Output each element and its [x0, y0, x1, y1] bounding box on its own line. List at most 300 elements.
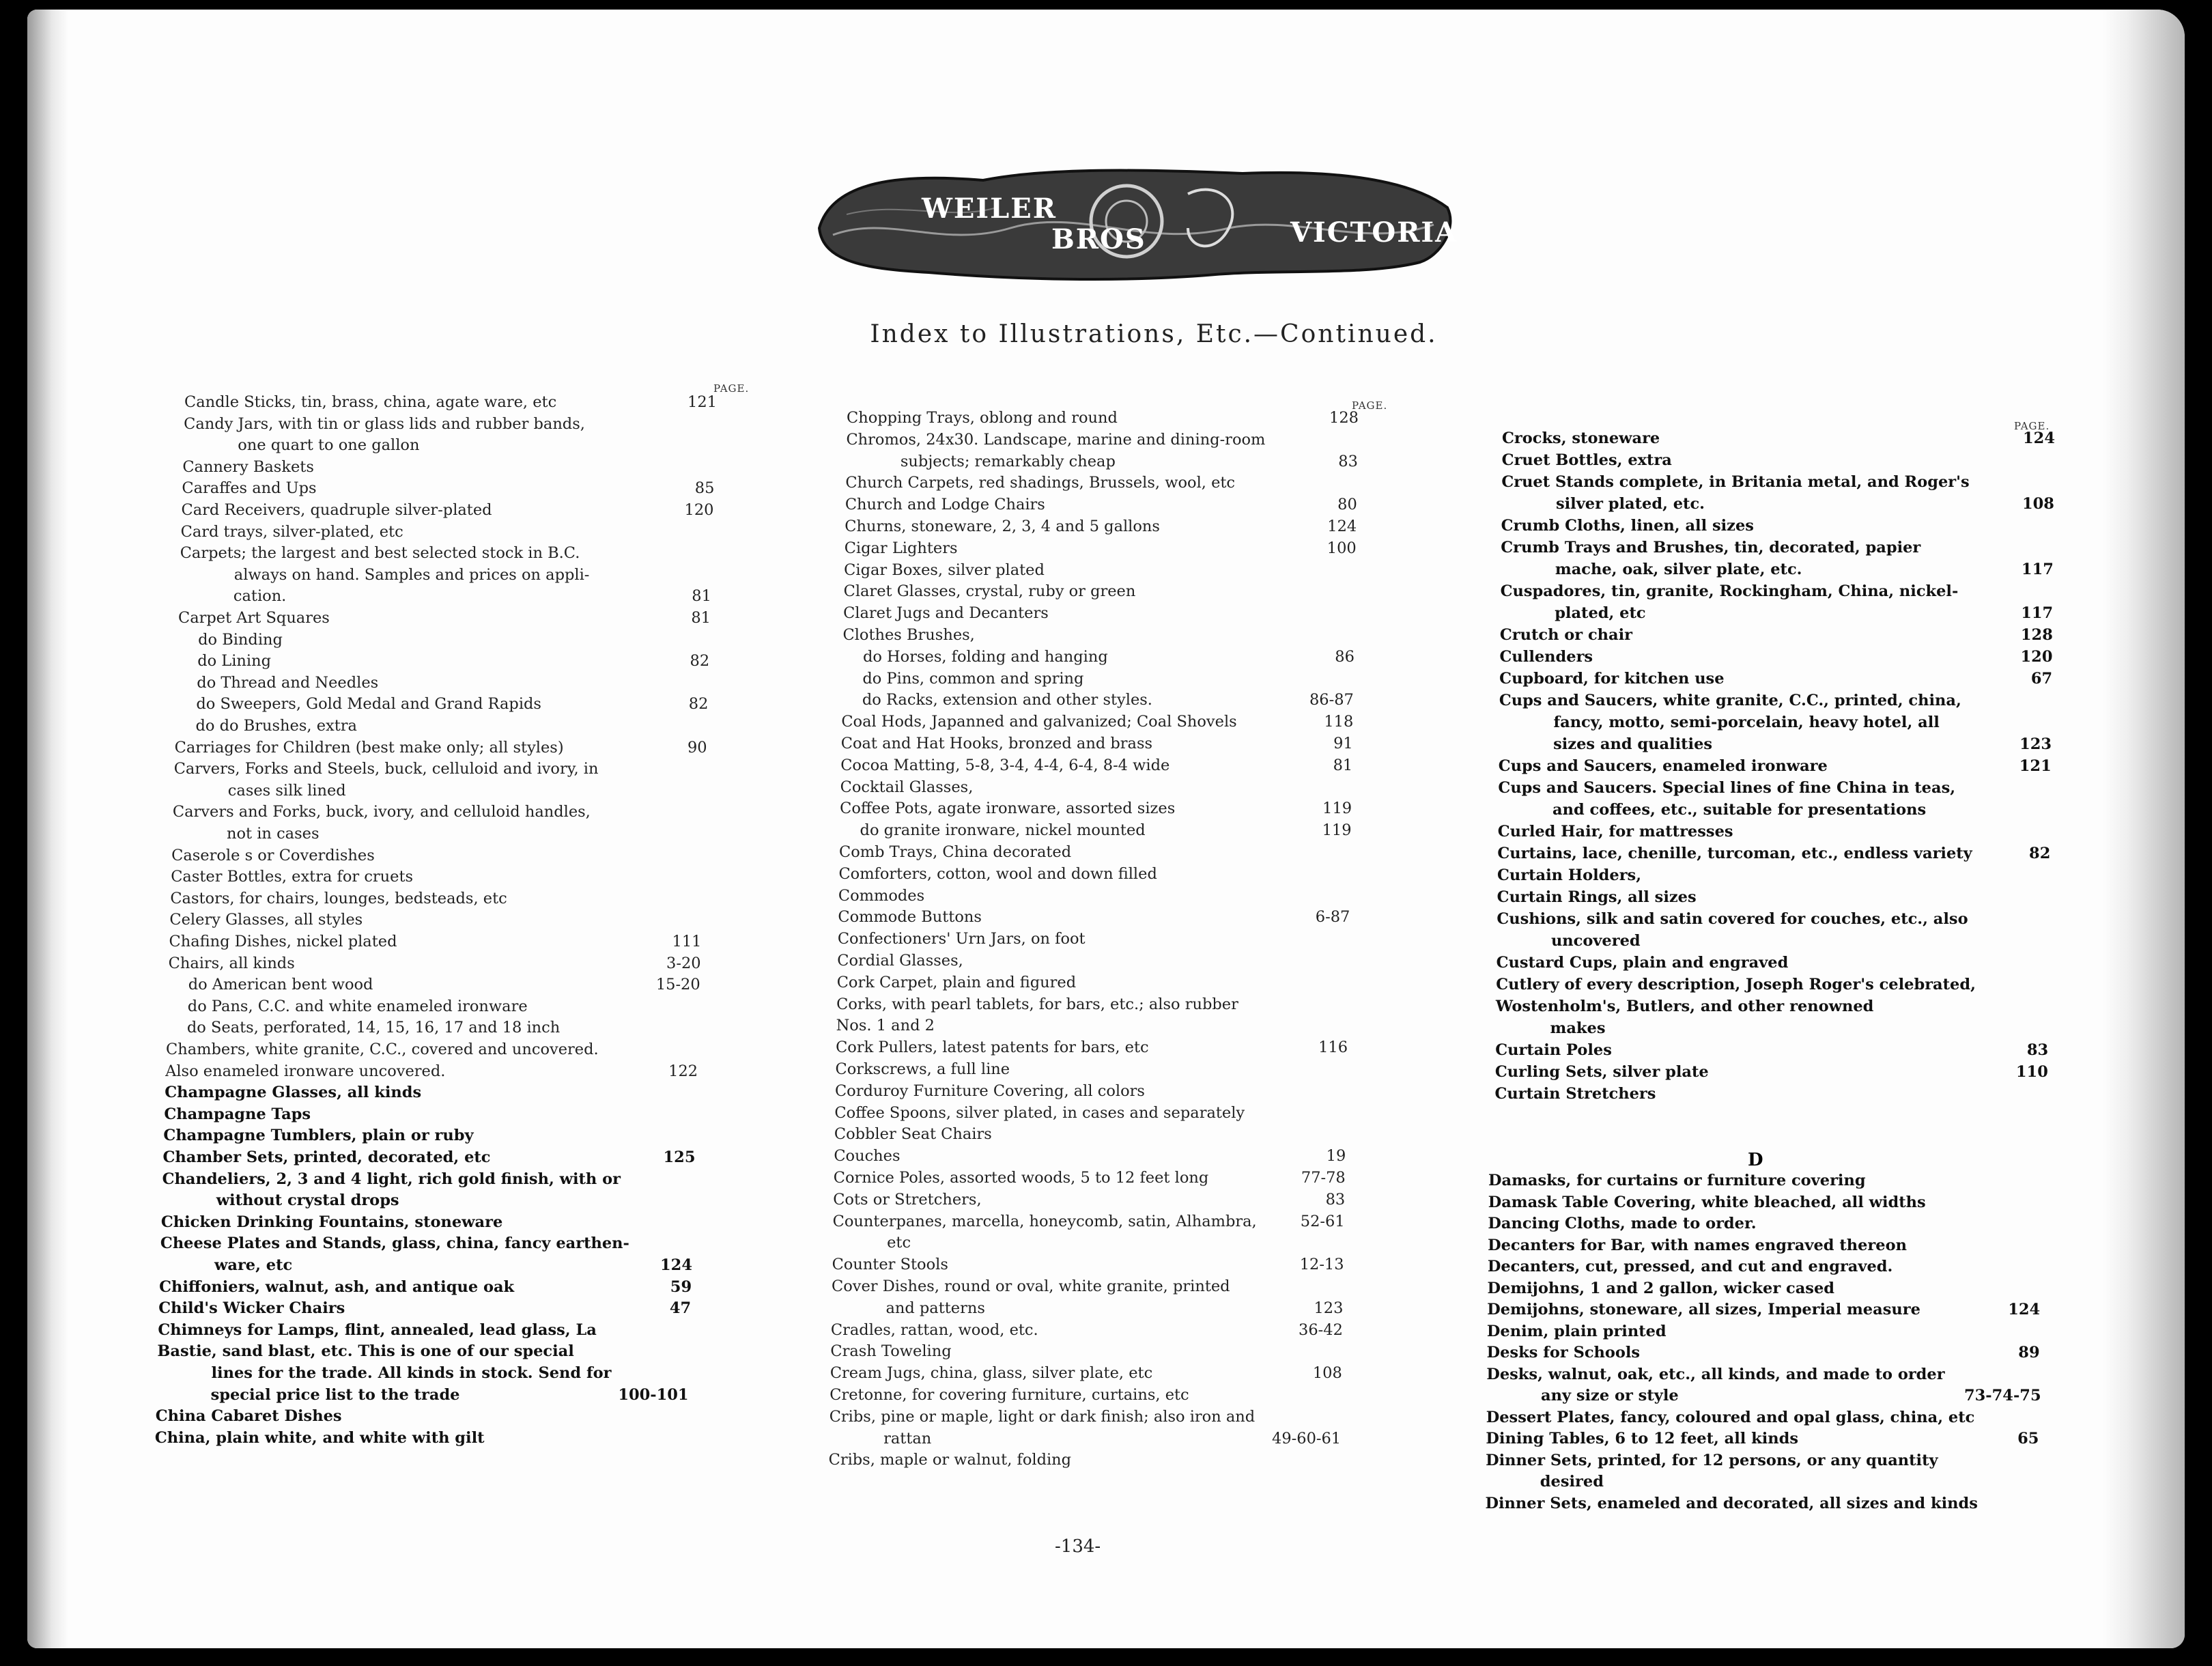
entry-page: 125 — [663, 1148, 696, 1166]
weiler-bros-banner-logo — [806, 153, 1461, 296]
entry-text: do Horses, folding and hanging — [862, 647, 1108, 666]
entry-text: Cheese Plates and Stands, glass, china, fancy earthen- — [160, 1234, 629, 1253]
index-entry — [174, 737, 707, 758]
entry-page: 6-87 — [1315, 908, 1350, 927]
entry-text: Carriages for Children (best make only; all styles) — [174, 738, 564, 757]
index-entry — [1494, 1062, 2048, 1082]
entry-text: Cups and Saucers, white granite, C.C., printed, china, — [1499, 692, 1961, 709]
entry-page: 118 — [1324, 713, 1354, 731]
index-entry — [1498, 821, 1733, 842]
entry-text: any size or style — [1541, 1387, 1679, 1404]
index-entry — [838, 907, 1350, 927]
entry-text: Also enameled ironware uncovered. — [165, 1062, 446, 1080]
entry-text: Claret Jugs and Decanters — [843, 604, 1049, 623]
entry-text: Cork Carpet, plain and figured — [836, 973, 1077, 991]
entry-text: Carvers, Forks and Steels, buck, celluloid and ivory, in — [173, 760, 599, 778]
index-entry — [1555, 494, 2054, 514]
entry-page: 83 — [2026, 1041, 2049, 1059]
entry-text: plated, etc — [1555, 604, 1646, 622]
entry-page: 123 — [1314, 1299, 1344, 1317]
entry-text: Denim, plain printed — [1486, 1322, 1667, 1340]
index-entry — [1555, 559, 2054, 580]
entry-text: cases silk lined — [227, 781, 346, 800]
index-entry — [161, 1212, 502, 1232]
index-entry — [181, 522, 403, 542]
index-entry — [838, 864, 1157, 884]
index-entry — [184, 392, 717, 412]
entry-page: 119 — [1322, 800, 1352, 818]
entry-text: Commode Buttons — [838, 908, 982, 927]
entry-text: Chamber Sets, printed, decorated, etc — [162, 1148, 491, 1166]
section-heading-d: D — [1748, 1150, 1763, 1170]
entry-text: Cream Jugs, china, glass, silver plate, etc — [830, 1364, 1153, 1383]
entry-text: and patterns — [885, 1299, 985, 1317]
entry-page: 15-20 — [655, 976, 700, 994]
index-entry — [830, 1363, 1342, 1383]
entry-text: Crocks, stoneware — [1502, 429, 1660, 447]
index-entry — [862, 668, 1083, 689]
entry-page: 77-78 — [1301, 1169, 1346, 1187]
index-entry — [1486, 1493, 1978, 1514]
index-entry — [1499, 690, 1961, 711]
entry-page: 59 — [670, 1277, 692, 1296]
entry-text: Card Receivers, quadruple silver-plated — [181, 501, 492, 519]
entry-text: lines for the trade. All kinds in stock. Send for — [211, 1364, 612, 1382]
index-entry — [160, 1233, 629, 1254]
index-entry — [1501, 516, 1754, 536]
entry-text: Cribs, maple or walnut, folding — [828, 1451, 1072, 1469]
index-entry — [216, 1190, 399, 1211]
entry-text: Dining Tables, 6 to 12 feet, all kinds — [1486, 1430, 1799, 1448]
index-entry — [182, 457, 314, 477]
entry-page: 124 — [660, 1256, 692, 1274]
index-entry — [188, 974, 700, 995]
entry-text: Celery Glasses, all styles — [169, 911, 363, 929]
index-entry — [163, 1125, 473, 1146]
entry-page: 52-61 — [1300, 1212, 1345, 1230]
entry-text: do Pans, C.C. and white enameled ironware — [187, 997, 528, 1015]
index-entry — [170, 888, 507, 909]
entry-page: 86 — [1335, 647, 1355, 666]
index-entry — [844, 560, 1045, 580]
entry-page: 120 — [2020, 648, 2053, 666]
index-entry — [1540, 1471, 1604, 1492]
entry-text: Curled Hair, for mattresses — [1497, 823, 1733, 841]
entry-page: 108 — [2022, 495, 2054, 513]
index-entry — [862, 647, 1355, 667]
index-entry — [188, 996, 528, 1017]
entry-text: do Seats, perforated, 14, 15, 16, 17 and 18 inch — [186, 1019, 561, 1037]
entry-text: Curtain Rings, all sizes — [1497, 888, 1697, 906]
index-entry — [1497, 843, 2051, 864]
entry-text: fancy, motto, semi-porcelain, heavy hotel, all — [1553, 714, 1940, 731]
index-entry — [838, 929, 1086, 949]
index-entry — [830, 1385, 1189, 1405]
index-entry — [840, 755, 1353, 776]
entry-page: 83 — [1338, 452, 1358, 470]
entry-text: uncovered — [1550, 932, 1641, 950]
index-entry — [844, 581, 1136, 602]
entry-text: Desks, walnut, oak, etc., all kinds, and made to order — [1486, 1365, 1945, 1383]
index-entry — [1486, 1364, 1944, 1385]
entry-text: Dessert Plates, fancy, coloured and opal glass, china, etc — [1486, 1408, 1975, 1426]
index-entry — [1497, 909, 1968, 929]
index-entry — [1502, 428, 2055, 449]
index-entry — [1486, 1428, 2039, 1449]
entry-text: Champagne Taps — [164, 1105, 311, 1123]
index-entry — [1498, 756, 2052, 776]
index-entry — [159, 1277, 692, 1297]
entry-text: Demijohns, stoneware, all sizes, Imperial measure — [1487, 1301, 1920, 1318]
page-right-edge — [2103, 10, 2185, 1648]
index-entry — [1501, 472, 1969, 492]
entry-text: special price list to the trade — [210, 1385, 460, 1404]
entry-text: Confectioners' Urn Jars, on foot — [837, 930, 1086, 948]
entry-page: 120 — [684, 501, 714, 519]
entry-text: Cradles, rattan, wood, etc. — [830, 1321, 1038, 1339]
entry-text: Cornice Poles, assorted woods, 5 to 12 feet long — [833, 1169, 1209, 1187]
index-entry — [1488, 1235, 1907, 1256]
entry-text: do do Brushes, extra — [195, 717, 357, 735]
entry-text: Champagne Tumblers, plain or ruby — [163, 1127, 474, 1145]
index-entry — [838, 886, 924, 906]
entry-text: Curtain Holders, — [1497, 866, 1642, 884]
entry-text: Chimneys for Lamps, flint, annealed, lead glass, La — [158, 1321, 597, 1339]
index-entry — [197, 673, 378, 693]
index-entry — [1499, 625, 2053, 645]
entry-text: do American bent wood — [188, 976, 373, 994]
index-entry — [844, 538, 1357, 559]
index-entry — [158, 1320, 597, 1340]
index-entry — [845, 472, 1235, 493]
entry-text: Carpet Art Squares — [178, 609, 330, 627]
entry-page: 119 — [1322, 821, 1352, 840]
index-entry — [840, 733, 1353, 754]
index-entry — [834, 1124, 992, 1144]
entry-text: do Lining — [197, 652, 272, 670]
entry-text: Cigar Boxes, silver plated — [844, 561, 1045, 579]
entry-page: 19 — [1326, 1147, 1346, 1166]
index-entry — [833, 1168, 1346, 1188]
entry-text: China, plain white, and white with gilt — [154, 1428, 485, 1447]
index-entry — [841, 711, 1354, 732]
entry-text: Comb Trays, China decorated — [839, 843, 1072, 861]
index-entry — [1488, 1213, 1756, 1234]
entry-text: Chiffoniers, walnut, ash, and antique oak — [159, 1277, 515, 1296]
entry-page: 80 — [1337, 496, 1357, 514]
entry-text: Cannery Baskets — [182, 457, 314, 476]
entry-text: Damask Table Covering, white bleached, all widths — [1488, 1193, 1926, 1211]
banner-word-victoria: VICTORIA — [1290, 216, 1458, 249]
index-entry — [178, 608, 711, 628]
entry-text: Chandeliers, 2, 3 and 4 light, rich gold finish, with or — [162, 1170, 621, 1188]
index-entry — [210, 1385, 689, 1405]
entry-text: Couches — [834, 1147, 901, 1166]
index-entry — [1487, 1321, 1667, 1342]
entry-text: Decanters, cut, pressed, and cut and engraved. — [1487, 1258, 1893, 1275]
index-entry — [156, 1406, 342, 1426]
entry-text: not in cases — [227, 825, 320, 843]
index-entry — [840, 777, 974, 797]
index-entry — [1488, 1256, 1893, 1277]
entry-page: 124 — [2008, 1301, 2041, 1318]
entry-text: Caraffes and Ups — [182, 479, 317, 498]
index-entry — [1495, 1084, 1656, 1104]
index-entry — [1501, 581, 1959, 602]
index-entry — [832, 1276, 1230, 1297]
entry-text: Cork Pullers, latest patents for bars, etc — [836, 1039, 1149, 1057]
entry-page: 73-74-75 — [1964, 1387, 2041, 1404]
entry-page: 117 — [2021, 561, 2054, 578]
entry-text: rattan — [883, 1429, 932, 1448]
index-entry — [1486, 1450, 1938, 1471]
index-entry — [837, 972, 1076, 993]
index-entry — [836, 994, 1238, 1015]
index-entry — [182, 478, 715, 498]
page-title: Index to Illustrations, Etc.—Continued. — [870, 320, 1438, 348]
index-entry — [196, 716, 357, 736]
entry-page: 117 — [2021, 604, 2054, 622]
entry-text: Cruet Stands complete, in Britania metal, and Roger's — [1501, 473, 1970, 491]
entry-text: Crumb Cloths, linen, all sizes — [1501, 517, 1754, 535]
index-entry — [830, 1341, 951, 1361]
entry-text: Cups and Saucers. Special lines of fine China in teas, — [1498, 779, 1956, 797]
entry-page: 47 — [669, 1299, 692, 1318]
entry-page: 110 — [2015, 1063, 2048, 1081]
index-entry — [173, 802, 591, 822]
entry-page: 122 — [668, 1062, 698, 1080]
index-entry — [166, 1039, 599, 1060]
entry-text: Caster Bottles, extra for cruets — [171, 868, 414, 886]
entry-text: Damasks, for curtains or furniture covering — [1488, 1172, 1866, 1189]
index-entry — [1488, 1278, 1835, 1299]
entry-text: Coat and Hat Hooks, bronzed and brass — [840, 735, 1153, 752]
entry-text: always on hand. Samples and prices on appli- — [233, 565, 590, 584]
entry-text: Carpets; the largest and best selected stock in B.C. — [180, 544, 580, 563]
index-entry — [165, 1061, 698, 1082]
entry-text: Cutlery of every description, Joseph Roger's celebrated, — [1496, 976, 1976, 993]
index-entry — [1550, 1018, 1606, 1039]
index-entry — [1486, 1407, 1975, 1428]
entry-text: without crystal drops — [216, 1191, 399, 1210]
entry-page: 100 — [1327, 539, 1357, 557]
index-entry — [846, 429, 1265, 450]
index-entry — [180, 543, 580, 563]
index-entry — [830, 1407, 1255, 1427]
entry-text: Cots or Stretchers, — [833, 1190, 982, 1209]
entry-text: do Sweepers, Gold Medal and Grand Rapids — [196, 695, 541, 714]
entry-text: Demijohns, 1 and 2 gallon, wicker cased — [1487, 1279, 1835, 1297]
index-entry — [1553, 734, 2052, 754]
index-entry — [836, 1015, 935, 1036]
entry-text: Cupboard, for kitchen use — [1499, 670, 1725, 688]
index-entry — [157, 1341, 573, 1361]
index-entry — [1487, 1299, 2041, 1320]
entry-page: 108 — [1312, 1364, 1342, 1383]
index-entry — [836, 1059, 1010, 1079]
entry-text: Coal Hods, Japanned and galvanized; Coal Shovels — [841, 713, 1237, 731]
entry-page: 124 — [2023, 429, 2055, 447]
index-entry — [1496, 974, 1976, 995]
entry-text: Clothes Brushes, — [842, 626, 975, 644]
index-entry — [169, 931, 702, 952]
index-entry — [233, 586, 711, 606]
index-entry — [196, 694, 709, 714]
index-entry — [1488, 1192, 1926, 1213]
index-entry — [198, 630, 283, 650]
index-entry — [234, 565, 590, 585]
entry-text: Churns, stoneware, 2, 3, 4 and 5 gallons — [845, 518, 1160, 535]
entry-text: Cordial Glasses, — [837, 952, 963, 970]
entry-text: do Racks, extension and other styles. — [862, 691, 1152, 709]
entry-text: Chairs, all kinds — [168, 954, 295, 972]
entry-text: Dinner Sets, enameled and decorated, all sizes and kinds — [1485, 1494, 1978, 1512]
entry-text: Curtains, lace, chenille, turcoman, etc., endless variety — [1497, 845, 1972, 862]
index-entry — [197, 651, 710, 671]
entry-text: Nos. 1 and 2 — [836, 1017, 935, 1035]
entry-text: Chopping Trays, oblong and round — [847, 409, 1118, 427]
entry-text: Commodes — [838, 886, 925, 905]
entry-text: Chromos, 24x30. Landscape, marine and dining-room — [846, 430, 1266, 449]
entry-page: 12-13 — [1299, 1256, 1344, 1274]
entry-page: 116 — [1318, 1039, 1348, 1057]
index-entry — [885, 1298, 1344, 1318]
entry-text: Church Carpets, red shadings, Brussels, wool, etc — [845, 474, 1236, 492]
index-entry — [845, 494, 1357, 515]
entry-text: Child's Wicker Chairs — [158, 1299, 345, 1318]
entry-text: Comforters, cotton, wool and down filled — [838, 864, 1157, 883]
entry-text: Cocoa Matting, 5-8, 3-4, 4-4, 6-4, 8-4 wide — [840, 756, 1170, 774]
entry-text: Cobbler Seat Chairs — [834, 1125, 992, 1144]
entry-page: 111 — [672, 933, 702, 950]
entry-text: Cocktail Glasses, — [840, 778, 974, 796]
entry-text: mache, oak, silver plate, etc. — [1555, 561, 1802, 578]
index-entry — [212, 1363, 612, 1383]
index-entry — [227, 823, 320, 844]
entry-page: 81 — [1333, 756, 1353, 774]
entry-page: 100-101 — [618, 1385, 689, 1404]
entry-text: Cullenders — [1499, 648, 1593, 666]
entry-page: 49-60-61 — [1272, 1429, 1342, 1448]
entry-page: 85 — [694, 479, 715, 498]
entry-text: Curling Sets, silver plate — [1494, 1063, 1709, 1081]
entry-text: Custard Cups, plain and engraved — [1496, 954, 1789, 972]
entry-text: Corduroy Furniture Covering, all colors — [834, 1082, 1145, 1100]
entry-text: Crutch or chair — [1499, 626, 1632, 644]
entry-text: Counter Stools — [832, 1256, 948, 1274]
index-entry — [165, 1082, 421, 1103]
entry-text: Coffee Spoons, silver plated, in cases and separately — [834, 1103, 1245, 1122]
entry-text: Decanters for Bar, with names engraved thereon — [1488, 1236, 1907, 1254]
entry-text: Carvers and Forks, buck, ivory, and celluloid handles, — [172, 803, 591, 821]
entry-page: 81 — [692, 587, 711, 606]
index-entry — [900, 451, 1358, 472]
index-entry — [833, 1189, 1346, 1210]
index-entry — [171, 845, 375, 866]
index-entry — [847, 408, 1359, 428]
index-entry — [162, 1147, 696, 1168]
index-entry — [155, 1428, 485, 1448]
index-entry — [164, 1104, 311, 1125]
entry-page: 82 — [688, 695, 709, 714]
index-entry — [184, 414, 585, 434]
index-entry — [158, 1298, 692, 1318]
entry-text: Crash Toweling — [830, 1342, 952, 1361]
entry-text: Chicken Drinking Fountains, stoneware — [160, 1213, 503, 1231]
index-entry — [1553, 712, 1939, 733]
index-entry — [187, 1017, 560, 1038]
entry-text: Cigar Lighters — [844, 539, 958, 557]
index-entry — [1497, 887, 1697, 907]
index-entry — [174, 759, 599, 779]
entry-text: Crumb Trays and Brushes, tin, decorated, papier — [1501, 539, 1921, 556]
index-entry — [1541, 1385, 2041, 1406]
entry-text: Cups and Saucers, enameled ironware — [1498, 757, 1828, 775]
entry-text: Caserole s or Coverdishes — [171, 846, 375, 864]
entry-page: 128 — [1329, 409, 1359, 427]
index-entry — [834, 1146, 1346, 1166]
entry-text: desired — [1540, 1473, 1604, 1491]
entry-page: 128 — [2020, 626, 2053, 644]
index-entry — [845, 516, 1357, 537]
entry-text: Candle Sticks, tin, brass, china, agate ware, etc — [184, 393, 557, 411]
entry-text: Coffee Pots, agate ironware, assorted sizes — [840, 800, 1176, 818]
entry-text: China Cabaret Dishes — [155, 1407, 342, 1426]
index-entry — [832, 1254, 1344, 1275]
entry-text: Chambers, white granite, C.C., covered and uncovered. — [166, 1041, 599, 1058]
entry-text: Card trays, silver-plated, etc — [180, 522, 403, 541]
index-entry — [1499, 647, 2053, 667]
entry-page: 123 — [2019, 735, 2052, 753]
entry-page: 83 — [1325, 1190, 1346, 1209]
entry-text: ware, etc — [214, 1256, 293, 1274]
entry-text: Claret Glasses, crystal, ruby or green — [843, 582, 1136, 601]
entry-text: Church and Lodge Chairs — [845, 496, 1045, 514]
index-entry — [840, 798, 1352, 819]
index-entry — [832, 1211, 1345, 1232]
index-entry — [238, 435, 419, 455]
entry-text: Bastie, sand blast, etc. This is one of our special — [157, 1342, 574, 1361]
entry-page: 67 — [2030, 670, 2053, 688]
entry-text: cation. — [233, 587, 287, 606]
entry-page: 121 — [687, 393, 717, 411]
entry-text: do Thread and Needles — [197, 673, 379, 692]
entry-text: Wostenholm's, Butlers, and other renowned — [1495, 998, 1874, 1015]
banner-word-bros: BROS — [1051, 223, 1146, 255]
entry-text: Desks for Schools — [1486, 1344, 1641, 1361]
entry-page: 86-87 — [1309, 691, 1354, 709]
index-entry — [228, 780, 346, 801]
entry-text: etc — [887, 1234, 911, 1252]
entry-text: subjects; remarkably cheap — [900, 452, 1116, 470]
index-entry — [843, 625, 975, 645]
index-entry — [887, 1232, 911, 1253]
entry-text: Cribs, pine or maple, light or dark finish; also iron and — [829, 1407, 1256, 1426]
index-entry — [1501, 537, 1920, 558]
entry-text: Curtain Stretchers — [1494, 1085, 1656, 1103]
entry-text: do Pins, common and spring — [862, 669, 1084, 688]
index-entry — [1552, 800, 1926, 820]
index-entry — [1486, 1342, 2040, 1363]
entry-page: 81 — [691, 609, 711, 627]
index-entry — [181, 500, 714, 520]
index-entry — [169, 909, 363, 930]
banner-word-weiler: WEILER — [922, 193, 1057, 225]
entry-page: 36-42 — [1299, 1321, 1343, 1339]
index-entry — [214, 1255, 692, 1275]
index-entry — [1555, 603, 2054, 623]
index-entry — [1496, 996, 1874, 1017]
